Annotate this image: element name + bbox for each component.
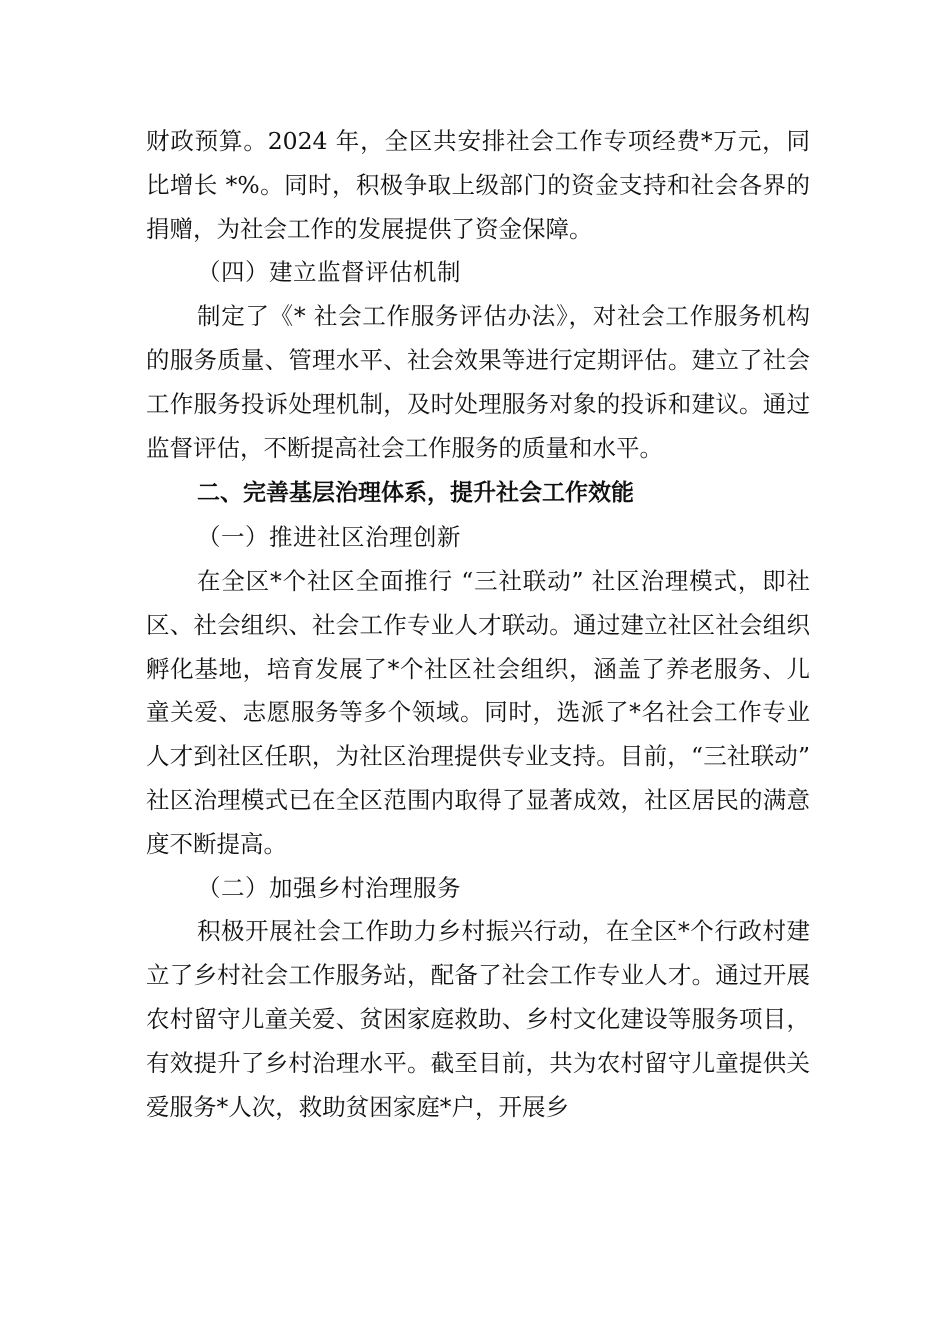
section-heading-grassroots-governance: 二、完善基层治理体系，提升社会工作效能 bbox=[197, 480, 634, 507]
paragraph-funding-continued: 财政预算。2024 年，全区共安排社会工作专项经费*万元，同比增长 *%。同时，积极争取上级部门的资金支持和社会各界的捐赠，为社会工作的发展提供了资金保障。 bbox=[146, 127, 810, 243]
paragraph-rural-governance: 积极开展社会工作助力乡村振兴行动，在全区*个行政村建立了乡村社会工作服务站，配备了社会工作专业人才。通过开展农村留守儿童关爱、贫困家庭救助、乡村文化建设等服务项目，有效提升了乡村治理水平。截至目前，共为农村留守儿童提供关爱服务*人次，救助贫困家庭*户，开展乡 bbox=[146, 917, 810, 1121]
paragraph-supervision-evaluation: 制定了《* 社会工作服务评估办法》，对社会工作服务机构的服务质量、管理水平、社会效果等进行定期评估。建立了社会工作服务投诉处理机制，及时处理服务对象的投诉和建议。通过监督评估，不断提高社会工作服务的质量和水平。 bbox=[146, 302, 810, 462]
subheading-community-governance: （一）推进社区治理创新 bbox=[197, 523, 461, 552]
paragraph-community-governance: 在全区*个社区全面推行 “三社联动” 社区治理模式，即社区、社会组织、社会工作专业人才联动。通过建立社区社会组织孵化基地，培育发展了*个社区社会组织，涵盖了养老服务、儿童关爱、志愿服务等多个领域。同时，选派了*名社会工作专业人才到社区任职，为社区治理提供专业支持。目前，“三社联动” 社区治理模式已在全区范围内取得了显著成效，社区居民的满意度不断提高。 bbox=[146, 566, 810, 858]
document-page bbox=[146, 120, 810, 1129]
subheading-rural-governance: （二）加强乡村治理服务 bbox=[197, 873, 461, 902]
subheading-supervision-evaluation: （四）建立监督评估机制 bbox=[197, 258, 461, 287]
